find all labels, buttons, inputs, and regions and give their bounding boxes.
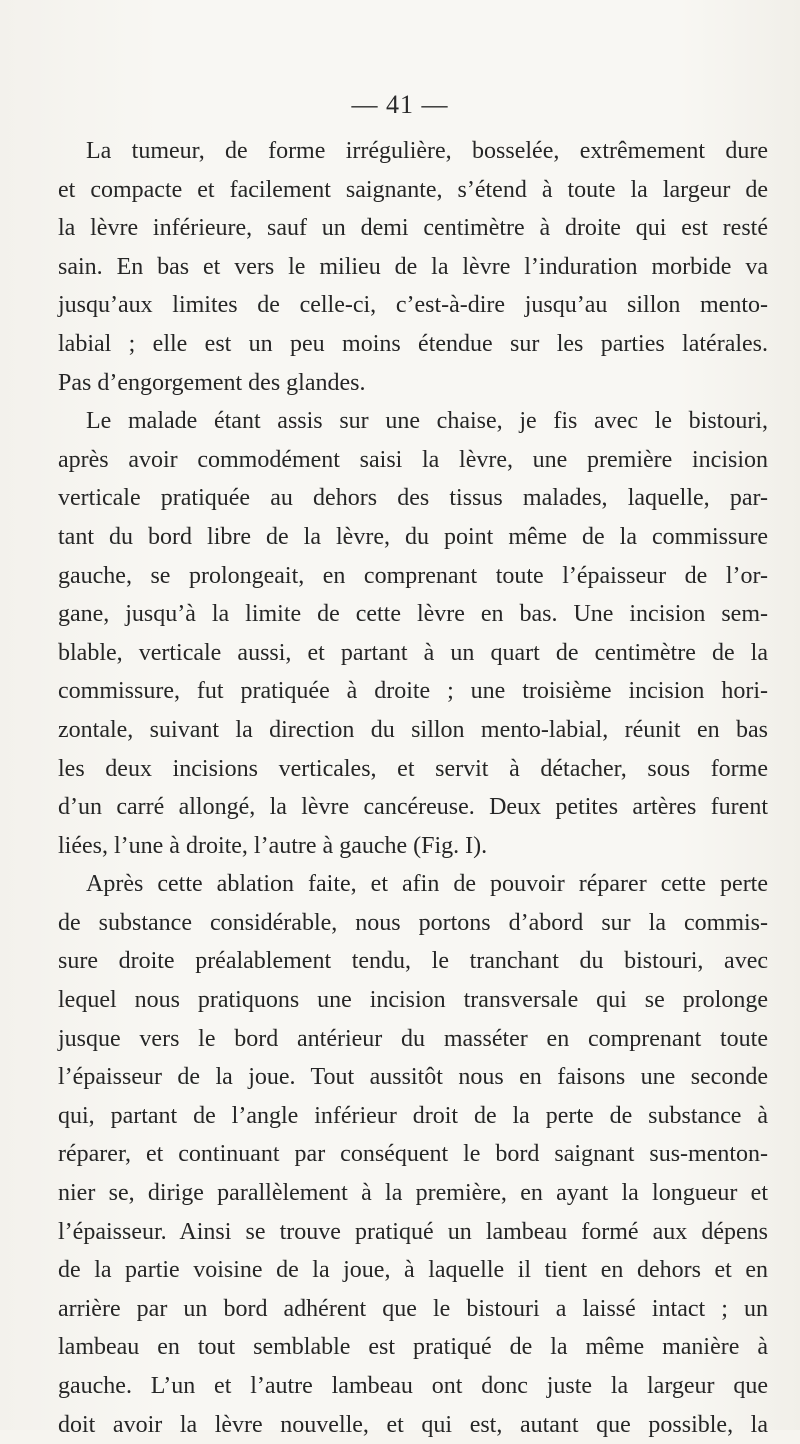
text-line: jusque vers le bord antérieur du masséter en comprenant toute bbox=[58, 1025, 768, 1052]
text-line: la lèvre inférieure, sauf un demi centimètre à droite qui est resté bbox=[58, 215, 768, 242]
text-line: gane, jusqu’à la limite de cette lèvre en bas. Une incision sem- bbox=[58, 601, 768, 628]
text-line: les deux incisions verticales, et servit à détacher, sous forme bbox=[58, 755, 768, 782]
page-number: — 41 — bbox=[351, 90, 449, 119]
text-line: l’épaisseur. Ainsi se trouve pratiqué un lambeau formé aux dépens bbox=[58, 1218, 768, 1245]
text-line: liées, l’une à droite, l’autre à gauche (Fig. I). bbox=[58, 832, 488, 859]
body-text bbox=[58, 132, 768, 1444]
text-line: sain. En bas et vers le milieu de la lèvre l’induration morbide va bbox=[58, 253, 768, 280]
text-line: arrière par un bord adhérent que le bistouri a laissé intact ; un bbox=[58, 1295, 768, 1322]
text-line: La tumeur, de forme irrégulière, bosselée, extrêmement dure bbox=[86, 138, 768, 164]
text-line: lambeau en tout semblable est pratiqué de la même manière à bbox=[58, 1334, 768, 1361]
text-line: commissure, fut pratiquée à droite ; une troisième incision hori- bbox=[58, 678, 768, 705]
text-line: gauche. L’un et l’autre lambeau ont donc juste la largeur que bbox=[58, 1373, 768, 1399]
text-line: jusqu’aux limites de celle-ci, c’est-à-dire jusqu’au sillon mento- bbox=[58, 292, 768, 319]
text-line: après avoir commodément saisi la lèvre, une première incision bbox=[58, 446, 768, 473]
text-line: sure droite préalablement tendu, le tranchant du bistouri, avec bbox=[58, 948, 768, 975]
text-line: d’un carré allongé, la lèvre cancéreuse. Deux petites artères furent bbox=[58, 794, 768, 821]
text-line: labial ; elle est un peu moins étendue sur les parties latérales. bbox=[58, 330, 768, 357]
text-line: et compacte et facilement saignante, s’étend à toute la largeur de bbox=[58, 176, 768, 203]
text-line: blable, verticale aussi, et partant à un quart de centimètre de la bbox=[58, 639, 768, 666]
text-line: qui, partant de l’angle inférieur droit de la perte de substance à bbox=[58, 1102, 768, 1129]
text-line: nier se, dirige parallèlement à la première, en ayant la longueur et bbox=[58, 1180, 768, 1207]
text-line: verticale pratiquée au dehors des tissus malades, laquelle, par- bbox=[58, 485, 768, 512]
text-line: doit avoir la lèvre nouvelle, et qui est, autant que possible, la bbox=[58, 1411, 768, 1438]
text-line: Pas d’engorgement des glandes. bbox=[58, 369, 366, 396]
text-line: lequel nous pratiquons une incision transversale qui se prolonge bbox=[58, 987, 768, 1014]
text-line: gauche, se prolongeait, en comprenant toute l’épaisseur de l’or- bbox=[58, 562, 768, 589]
text-line: tant du bord libre de la lèvre, du point même de la commissure bbox=[58, 523, 768, 550]
text-line: l’épaisseur de la joue. Tout aussitôt nous en faisons une seconde bbox=[58, 1064, 768, 1091]
text-line: Après cette ablation faite, et afin de pouvoir réparer cette perte bbox=[86, 871, 768, 898]
text-line: réparer, et continuant par conséquent le bord saignant sus-menton- bbox=[58, 1141, 768, 1168]
text-line: Le malade étant assis sur une chaise, je fis avec le bistouri, bbox=[86, 408, 768, 435]
text-line: de la partie voisine de la joue, à laquelle il tient en dehors et en bbox=[58, 1257, 768, 1284]
text-line: de substance considérable, nous portons d’abord sur la commis- bbox=[58, 909, 768, 936]
text-line: zontale, suivant la direction du sillon mento-labial, réunit en bas bbox=[58, 716, 768, 743]
